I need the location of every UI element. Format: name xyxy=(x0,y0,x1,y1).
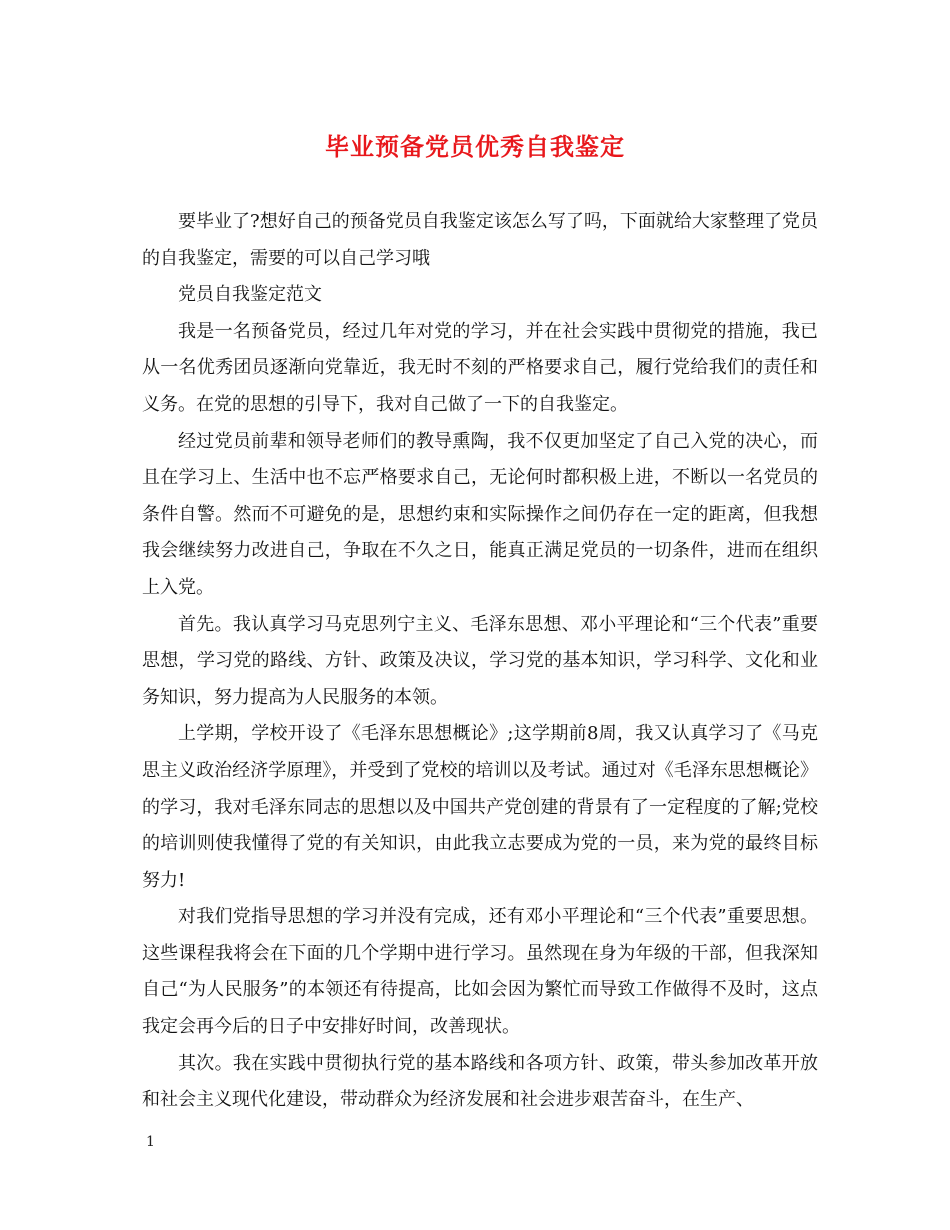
body-paragraph: 其次。我在实践中贯彻执行党的基本路线和各项方针、政策，带头参加改革开放和社会主义现代化建设，带动群众为经济发展和社会进步艰苦奋斗，在生产、 xyxy=(142,1052,818,1111)
body-paragraph: 对我们党指导思想的学习并没有完成，还有邓小平理论和“三个代表”重要思想。这些课程我将会在下面的几个学期中进行学习。虽然现在身为年级的干部，但我深知自己“为人民服务”的本领还有待提高，比如会因为繁忙而导致工作做得不及时，这点我定会再今后的日子中安排好时间，改善现状。 xyxy=(142,906,818,1038)
body-paragraph: 上学期，学校开设了《毛泽东思想概论》;这学期前8周，我又认真学习了《马克思主义政治经济学原理》，并受到了党校的培训以及考试。通过对《毛泽东思想概论》的学习，我对毛泽东同志的思想以及中国共产党创建的背景有了一定程度的了解;党校的培训则使我懂得了党的有关知识，由此我立志要成为党的一员，来为党的最终目标努力! xyxy=(142,723,818,891)
document-body xyxy=(142,204,818,1119)
intro-paragraph: 要毕业了?想好自己的预备党员自我鉴定该怎么写了吗，下面就给大家整理了党员的自我鉴定，需要的可以自己学习哦 xyxy=(142,211,818,269)
document-title: 毕业预备党员优秀自我鉴定 xyxy=(325,132,625,161)
section-heading: 党员自我鉴定范文 xyxy=(178,284,322,306)
page-number: 1 xyxy=(146,1134,155,1150)
body-paragraph: 经过党员前辈和领导老师们的教导熏陶，我不仅更加坚定了自己入党的决心，而且在学习上、生活中也不忘严格要求自己，无论何时都积极上进，不断以一名党员的条件自警。然而不可避免的是，思想约束和实际操作之间仍存在一定的距离，但我想我会继续努力改进自己，争取在不久之日，能真正满足党员的一切条件，进而在组织上入党。 xyxy=(142,430,818,598)
body-paragraph: 首先。我认真学习马克思列宁主义、毛泽东思想、邓小平理论和“三个代表”重要思想，学习党的路线、方针、政策及决议，学习党的基本知识，学习科学、文化和业务知识，努力提高为人民服务的本领。 xyxy=(142,613,818,708)
body-paragraph: 我是一名预备党员，经过几年对党的学习，并在社会实践中贯彻党的措施，我已从一名优秀团员逐渐向党靠近，我无时不刻的严格要求自己，履行党给我们的责任和义务。在党的思想的引导下，我对自己做了一下的自我鉴定。 xyxy=(142,320,818,415)
